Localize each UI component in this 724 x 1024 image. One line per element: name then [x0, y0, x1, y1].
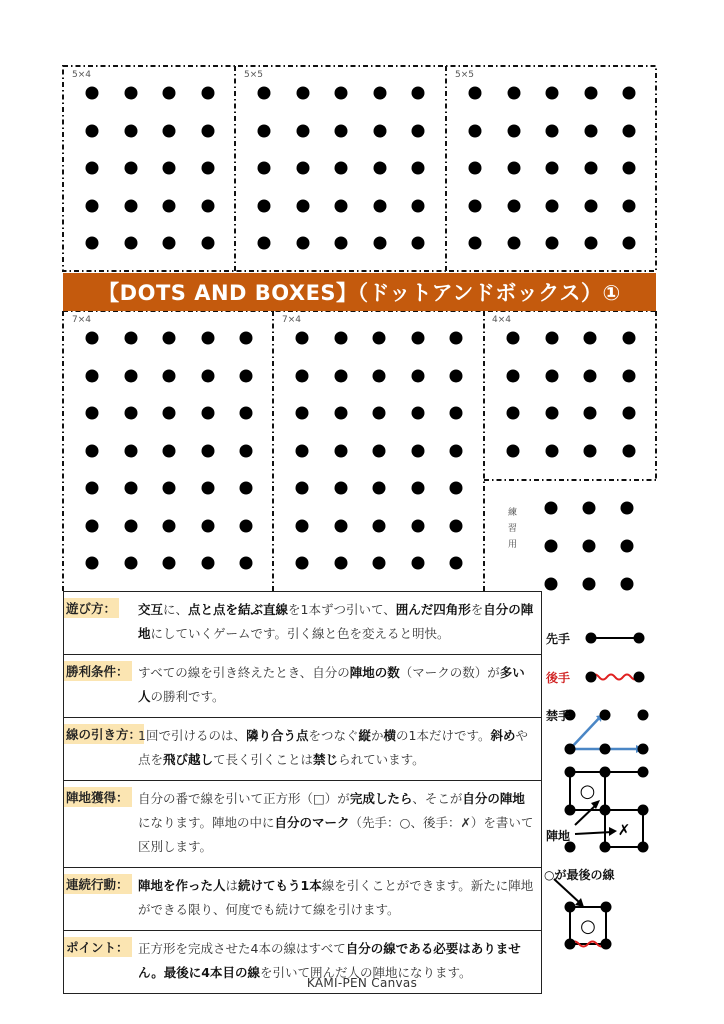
grid-dot[interactable]: [124, 237, 137, 250]
grid-dot[interactable]: [86, 519, 99, 532]
grid-dot[interactable]: [258, 124, 271, 137]
rule-row: [64, 592, 541, 654]
grid-size-label: 7×4: [72, 315, 91, 325]
legend-last-line: ○が最後の線: [544, 868, 615, 882]
grid-size-label: 5×5: [244, 70, 263, 80]
grid-dot[interactable]: [86, 444, 99, 457]
legend-first-player: 先手: [546, 632, 571, 646]
grid-dot[interactable]: [86, 162, 99, 175]
rule-text: [138, 787, 537, 859]
legend-cross-mark: ✗: [617, 821, 631, 839]
grid-dot[interactable]: [450, 557, 463, 570]
grid-dot[interactable]: [584, 162, 597, 175]
grid-dot[interactable]: [411, 557, 424, 570]
rule-text-segment: になります。陣地の中に: [138, 815, 275, 830]
grid-dot[interactable]: [507, 332, 520, 345]
grid-dot[interactable]: [623, 124, 636, 137]
grid-dot[interactable]: [163, 162, 176, 175]
grid-dot[interactable]: [373, 557, 386, 570]
grid-dot[interactable]: [373, 162, 386, 175]
grid-dot[interactable]: [86, 369, 99, 382]
rule-text-segment: 隣り合う点: [245, 728, 309, 743]
grid-dot[interactable]: [450, 482, 463, 495]
top-row-border: [63, 66, 656, 271]
grid-dot[interactable]: [201, 482, 214, 495]
grid-dot[interactable]: [296, 369, 309, 382]
rule-heading: 陣地獲得：: [64, 787, 132, 807]
grid-dot[interactable]: [86, 557, 99, 570]
grid-dot[interactable]: [584, 124, 597, 137]
grid-dot[interactable]: [469, 199, 482, 212]
rule-text-segment: 縦: [358, 728, 372, 743]
grid-dot[interactable]: [622, 407, 635, 420]
grid-dot[interactable]: [373, 332, 386, 345]
grid-dot[interactable]: [334, 369, 347, 382]
grid-dot[interactable]: [296, 407, 309, 420]
rule-text-segment: 点と点を結ぶ直線: [188, 602, 289, 617]
grid-dot[interactable]: [584, 87, 597, 100]
grid-dot[interactable]: [124, 87, 137, 100]
rule-text-segment: に、: [163, 602, 189, 617]
grid-dot[interactable]: [86, 87, 99, 100]
grid-dot[interactable]: [296, 87, 309, 100]
grid-dot[interactable]: [86, 237, 99, 250]
grid-dot[interactable]: [622, 369, 635, 382]
rule-text-segment: 続けてもう1本: [238, 878, 322, 893]
grid-dot[interactable]: [335, 162, 348, 175]
practice-label: 練習用: [508, 508, 518, 550]
grid-size-label: 7×4: [282, 315, 301, 325]
grid-dot[interactable]: [201, 199, 214, 212]
grid-dot[interactable]: [163, 407, 176, 420]
rule-text-segment: を: [470, 602, 484, 617]
grid-dot[interactable]: [584, 369, 597, 382]
grid-dot[interactable]: [411, 407, 424, 420]
grid-dot[interactable]: [334, 519, 347, 532]
grid-dot[interactable]: [240, 444, 253, 457]
legend-forbidden: 禁手: [546, 709, 571, 723]
grid-dot[interactable]: [124, 557, 137, 570]
grid-dot[interactable]: [412, 237, 425, 250]
grid-dot[interactable]: [201, 87, 214, 100]
rule-text: [138, 598, 537, 646]
grid-dot[interactable]: [450, 332, 463, 345]
grid-dot[interactable]: [163, 87, 176, 100]
last-line-circle-mark: ○: [580, 916, 596, 937]
rule-text-segment: 自分の陣地: [138, 602, 534, 641]
rule-text-segment: 1回で引けるのは、: [138, 728, 246, 743]
grid-dot[interactable]: [334, 407, 347, 420]
grid-dot[interactable]: [546, 199, 559, 212]
grid-dot[interactable]: [507, 162, 520, 175]
rule-text-segment: 陣地を作った人: [138, 878, 226, 893]
grid-dot[interactable]: [296, 162, 309, 175]
grid-size-label: 4×4: [492, 315, 511, 325]
grid-dot[interactable]: [507, 407, 520, 420]
grid-dot[interactable]: [163, 557, 176, 570]
grid-dot[interactable]: [335, 124, 348, 137]
legend-circle-mark: ○: [579, 781, 596, 802]
grid-dot[interactable]: [450, 369, 463, 382]
rule-text-segment: て長く引くことは: [213, 752, 314, 767]
rule-text-segment: や点を: [138, 728, 529, 767]
grid-dot[interactable]: [621, 578, 634, 591]
rule-row: [64, 780, 541, 867]
grid-dot[interactable]: [373, 519, 386, 532]
grid-dot[interactable]: [201, 557, 214, 570]
grid-dot[interactable]: [373, 369, 386, 382]
grid-dot[interactable]: [240, 332, 253, 345]
grid-dot[interactable]: [507, 199, 520, 212]
grid-dot[interactable]: [545, 332, 558, 345]
grid-dot[interactable]: [296, 519, 309, 532]
grid-dot[interactable]: [622, 332, 635, 345]
grid-dot[interactable]: [584, 407, 597, 420]
grid-dot[interactable]: [623, 237, 636, 250]
rule-text-segment: 正方形を完成させた4本の線はすべて: [138, 941, 346, 956]
grid-dot[interactable]: [124, 199, 137, 212]
grid-dot[interactable]: [334, 557, 347, 570]
grid-dot[interactable]: [86, 332, 99, 345]
grid-dot[interactable]: [334, 332, 347, 345]
grid-dot[interactable]: [124, 124, 137, 137]
grid-dot[interactable]: [469, 124, 482, 137]
page-title: 【DOTS AND BOXES】（ドットアンドボックス）①: [63, 273, 656, 311]
rule-text-segment: か: [371, 728, 384, 743]
grid-dot[interactable]: [201, 237, 214, 250]
rule-heading: 線の引き方：: [64, 724, 144, 744]
grid-dot[interactable]: [469, 237, 482, 250]
grid-dot[interactable]: [546, 162, 559, 175]
grid-dot[interactable]: [507, 237, 520, 250]
grid-size-label: 5×4: [72, 70, 91, 80]
grid-dot[interactable]: [584, 444, 597, 457]
grid-dot[interactable]: [469, 162, 482, 175]
grid-dot[interactable]: [373, 407, 386, 420]
grid-size-label: 5×5: [455, 70, 474, 80]
grid-dot[interactable]: [240, 407, 253, 420]
grid-dot[interactable]: [450, 444, 463, 457]
grid-dot[interactable]: [583, 578, 596, 591]
grid-dot[interactable]: [545, 444, 558, 457]
grid-dot[interactable]: [412, 87, 425, 100]
grid-dot[interactable]: [124, 519, 137, 532]
grid-dot[interactable]: [450, 519, 463, 532]
grid-dot[interactable]: [335, 87, 348, 100]
rule-text-segment: 自分の線である必要はありません。: [138, 941, 521, 980]
grid-dot[interactable]: [296, 482, 309, 495]
grid-dot[interactable]: [412, 162, 425, 175]
grid-dot[interactable]: [373, 87, 386, 100]
rule-text-segment: 完成したら: [349, 791, 413, 806]
rule-heading: ポイント：: [64, 937, 132, 957]
rule-text-segment: 、そこが: [412, 791, 463, 806]
rule-row: [64, 717, 541, 780]
grid-dot[interactable]: [86, 482, 99, 495]
footer-brand: KAMI-PEN Canvas: [306, 976, 418, 990]
grid-dot[interactable]: [411, 482, 424, 495]
grid-dot[interactable]: [621, 502, 634, 515]
grid-dot[interactable]: [124, 482, 137, 495]
grid-dot[interactable]: [545, 540, 558, 553]
grid-dot[interactable]: [584, 237, 597, 250]
grid-dot[interactable]: [412, 199, 425, 212]
legend-second-player: 後手: [546, 671, 571, 685]
grid-dot[interactable]: [163, 444, 176, 457]
rule-text-segment: 陣地の数: [349, 665, 400, 680]
grid-dot[interactable]: [258, 162, 271, 175]
rule-text-segment: 横: [383, 728, 397, 743]
grid-dot[interactable]: [201, 407, 214, 420]
grid-dot[interactable]: [507, 124, 520, 137]
grid-dot[interactable]: [469, 87, 482, 100]
grid-dot[interactable]: [584, 332, 597, 345]
rule-row: [64, 654, 541, 717]
grid-dot[interactable]: [296, 199, 309, 212]
rule-row: [64, 867, 541, 930]
grid-dot[interactable]: [373, 482, 386, 495]
rule-text-segment: を1本ずつ引いて、: [288, 602, 396, 617]
rule-text-segment: 禁じ: [313, 752, 339, 767]
grid-dot[interactable]: [124, 162, 137, 175]
grid-dot[interactable]: [240, 369, 253, 382]
rule-text-segment: を引いて囲んだ人の陣地になります。: [259, 965, 472, 980]
legend-dot: [634, 633, 645, 644]
rule-text-segment: の1本だけです。: [396, 728, 491, 743]
grid-dot[interactable]: [335, 199, 348, 212]
grid-dot[interactable]: [411, 369, 424, 382]
grid-dot[interactable]: [258, 237, 271, 250]
grid-dot[interactable]: [201, 519, 214, 532]
grid-dot[interactable]: [545, 407, 558, 420]
grid-dot[interactable]: [546, 124, 559, 137]
grid-dot[interactable]: [163, 124, 176, 137]
grid-dot[interactable]: [86, 407, 99, 420]
grid-dot[interactable]: [623, 199, 636, 212]
grid-dot[interactable]: [163, 332, 176, 345]
grid-dot[interactable]: [411, 519, 424, 532]
rule-text-segment: は: [225, 878, 239, 893]
grid-dot[interactable]: [124, 332, 137, 345]
grid-dot[interactable]: [163, 199, 176, 212]
grid-dot[interactable]: [334, 482, 347, 495]
rule-text-segment: 線を引くことができます。新たに陣地ができる限り、何度でも続けて線を引けます。: [138, 878, 534, 917]
grid-dot[interactable]: [201, 369, 214, 382]
grid-dot[interactable]: [258, 87, 271, 100]
grid-dot[interactable]: [240, 557, 253, 570]
grid-dot[interactable]: [622, 444, 635, 457]
grid-dot[interactable]: [373, 199, 386, 212]
grid-dot[interactable]: [546, 237, 559, 250]
grid-dot[interactable]: [86, 199, 99, 212]
grid-dot[interactable]: [296, 124, 309, 137]
rule-text: [138, 874, 537, 922]
rule-text-segment: 最後に4本目の線: [163, 965, 260, 980]
grid-dot[interactable]: [623, 87, 636, 100]
grid-dot[interactable]: [621, 540, 634, 553]
rule-text-segment: 囲んだ四角形: [395, 602, 471, 617]
grid-dot[interactable]: [583, 540, 596, 553]
rule-text: [138, 724, 537, 772]
grid-dot[interactable]: [373, 237, 386, 250]
grid-dot[interactable]: [124, 444, 137, 457]
rule-text-segment: 交互: [138, 602, 164, 617]
grid-dot[interactable]: [507, 87, 520, 100]
grid-dot[interactable]: [412, 124, 425, 137]
rule-text-segment: 斜め: [490, 728, 516, 743]
grid-dot[interactable]: [201, 124, 214, 137]
grid-dot[interactable]: [450, 407, 463, 420]
grid-dot[interactable]: [296, 237, 309, 250]
grid-dot[interactable]: [296, 444, 309, 457]
rule-text-segment: すべての線を引き終えたとき、自分の: [138, 665, 350, 680]
grid-dot[interactable]: [124, 369, 137, 382]
grid-dot[interactable]: [583, 502, 596, 515]
rule-text-segment: にしていくゲームです。引く線と色を変えると明快。: [150, 626, 450, 641]
grid-dot[interactable]: [163, 369, 176, 382]
legend-dot: [586, 633, 597, 644]
rule-text-segment: 多い人: [138, 665, 525, 704]
rule-heading: 遊び方：: [64, 598, 119, 618]
grid-dot[interactable]: [623, 162, 636, 175]
grid-dot[interactable]: [296, 332, 309, 345]
rule-heading: 連続行動：: [64, 874, 132, 894]
rule-text-segment: 自分の陣地: [462, 791, 525, 806]
grid-dot[interactable]: [258, 199, 271, 212]
grid-dot[interactable]: [201, 332, 214, 345]
rule-text-segment: られています。: [338, 752, 425, 767]
grid-dot[interactable]: [545, 578, 558, 591]
grid-dot[interactable]: [334, 444, 347, 457]
grid-dot[interactable]: [296, 557, 309, 570]
grid-dot[interactable]: [546, 87, 559, 100]
rule-text-segment: （先手：○、後手：✗）を書いて区別します。: [138, 815, 534, 854]
grid-dot[interactable]: [373, 124, 386, 137]
grid-dot[interactable]: [584, 199, 597, 212]
grid-dot[interactable]: [124, 407, 137, 420]
grid-dot[interactable]: [240, 519, 253, 532]
grid-dot[interactable]: [411, 444, 424, 457]
grid-dot[interactable]: [335, 237, 348, 250]
grid-dot[interactable]: [163, 237, 176, 250]
grid-dot[interactable]: [545, 502, 558, 515]
grid-dot[interactable]: [201, 444, 214, 457]
grid-dot[interactable]: [86, 124, 99, 137]
grid-dot[interactable]: [163, 482, 176, 495]
rule-text-segment: をつなぐ: [308, 728, 359, 743]
grid-dot[interactable]: [507, 369, 520, 382]
rule-text-segment: 自分の番で線を引いて正方形（□）が: [138, 791, 350, 806]
grid-dot[interactable]: [507, 444, 520, 457]
rules-table: [63, 591, 542, 994]
rule-text-segment: の勝利です。: [150, 689, 225, 704]
rule-text-segment: 自分のマーク: [274, 815, 350, 830]
diagonal-arrow-icon: [570, 715, 602, 749]
rule-text-segment: （マークの数）が: [399, 665, 500, 680]
grid-dot[interactable]: [373, 444, 386, 457]
grid-dot[interactable]: [545, 369, 558, 382]
grid-dot[interactable]: [201, 162, 214, 175]
rule-text: [138, 661, 537, 709]
legend-territory: 陣地: [546, 829, 571, 843]
grid-dot[interactable]: [240, 482, 253, 495]
grid-dot[interactable]: [163, 519, 176, 532]
rule-text-segment: 飛び越し: [163, 752, 214, 767]
rule-heading: 勝利条件：: [64, 661, 132, 681]
grid-dot[interactable]: [411, 332, 424, 345]
